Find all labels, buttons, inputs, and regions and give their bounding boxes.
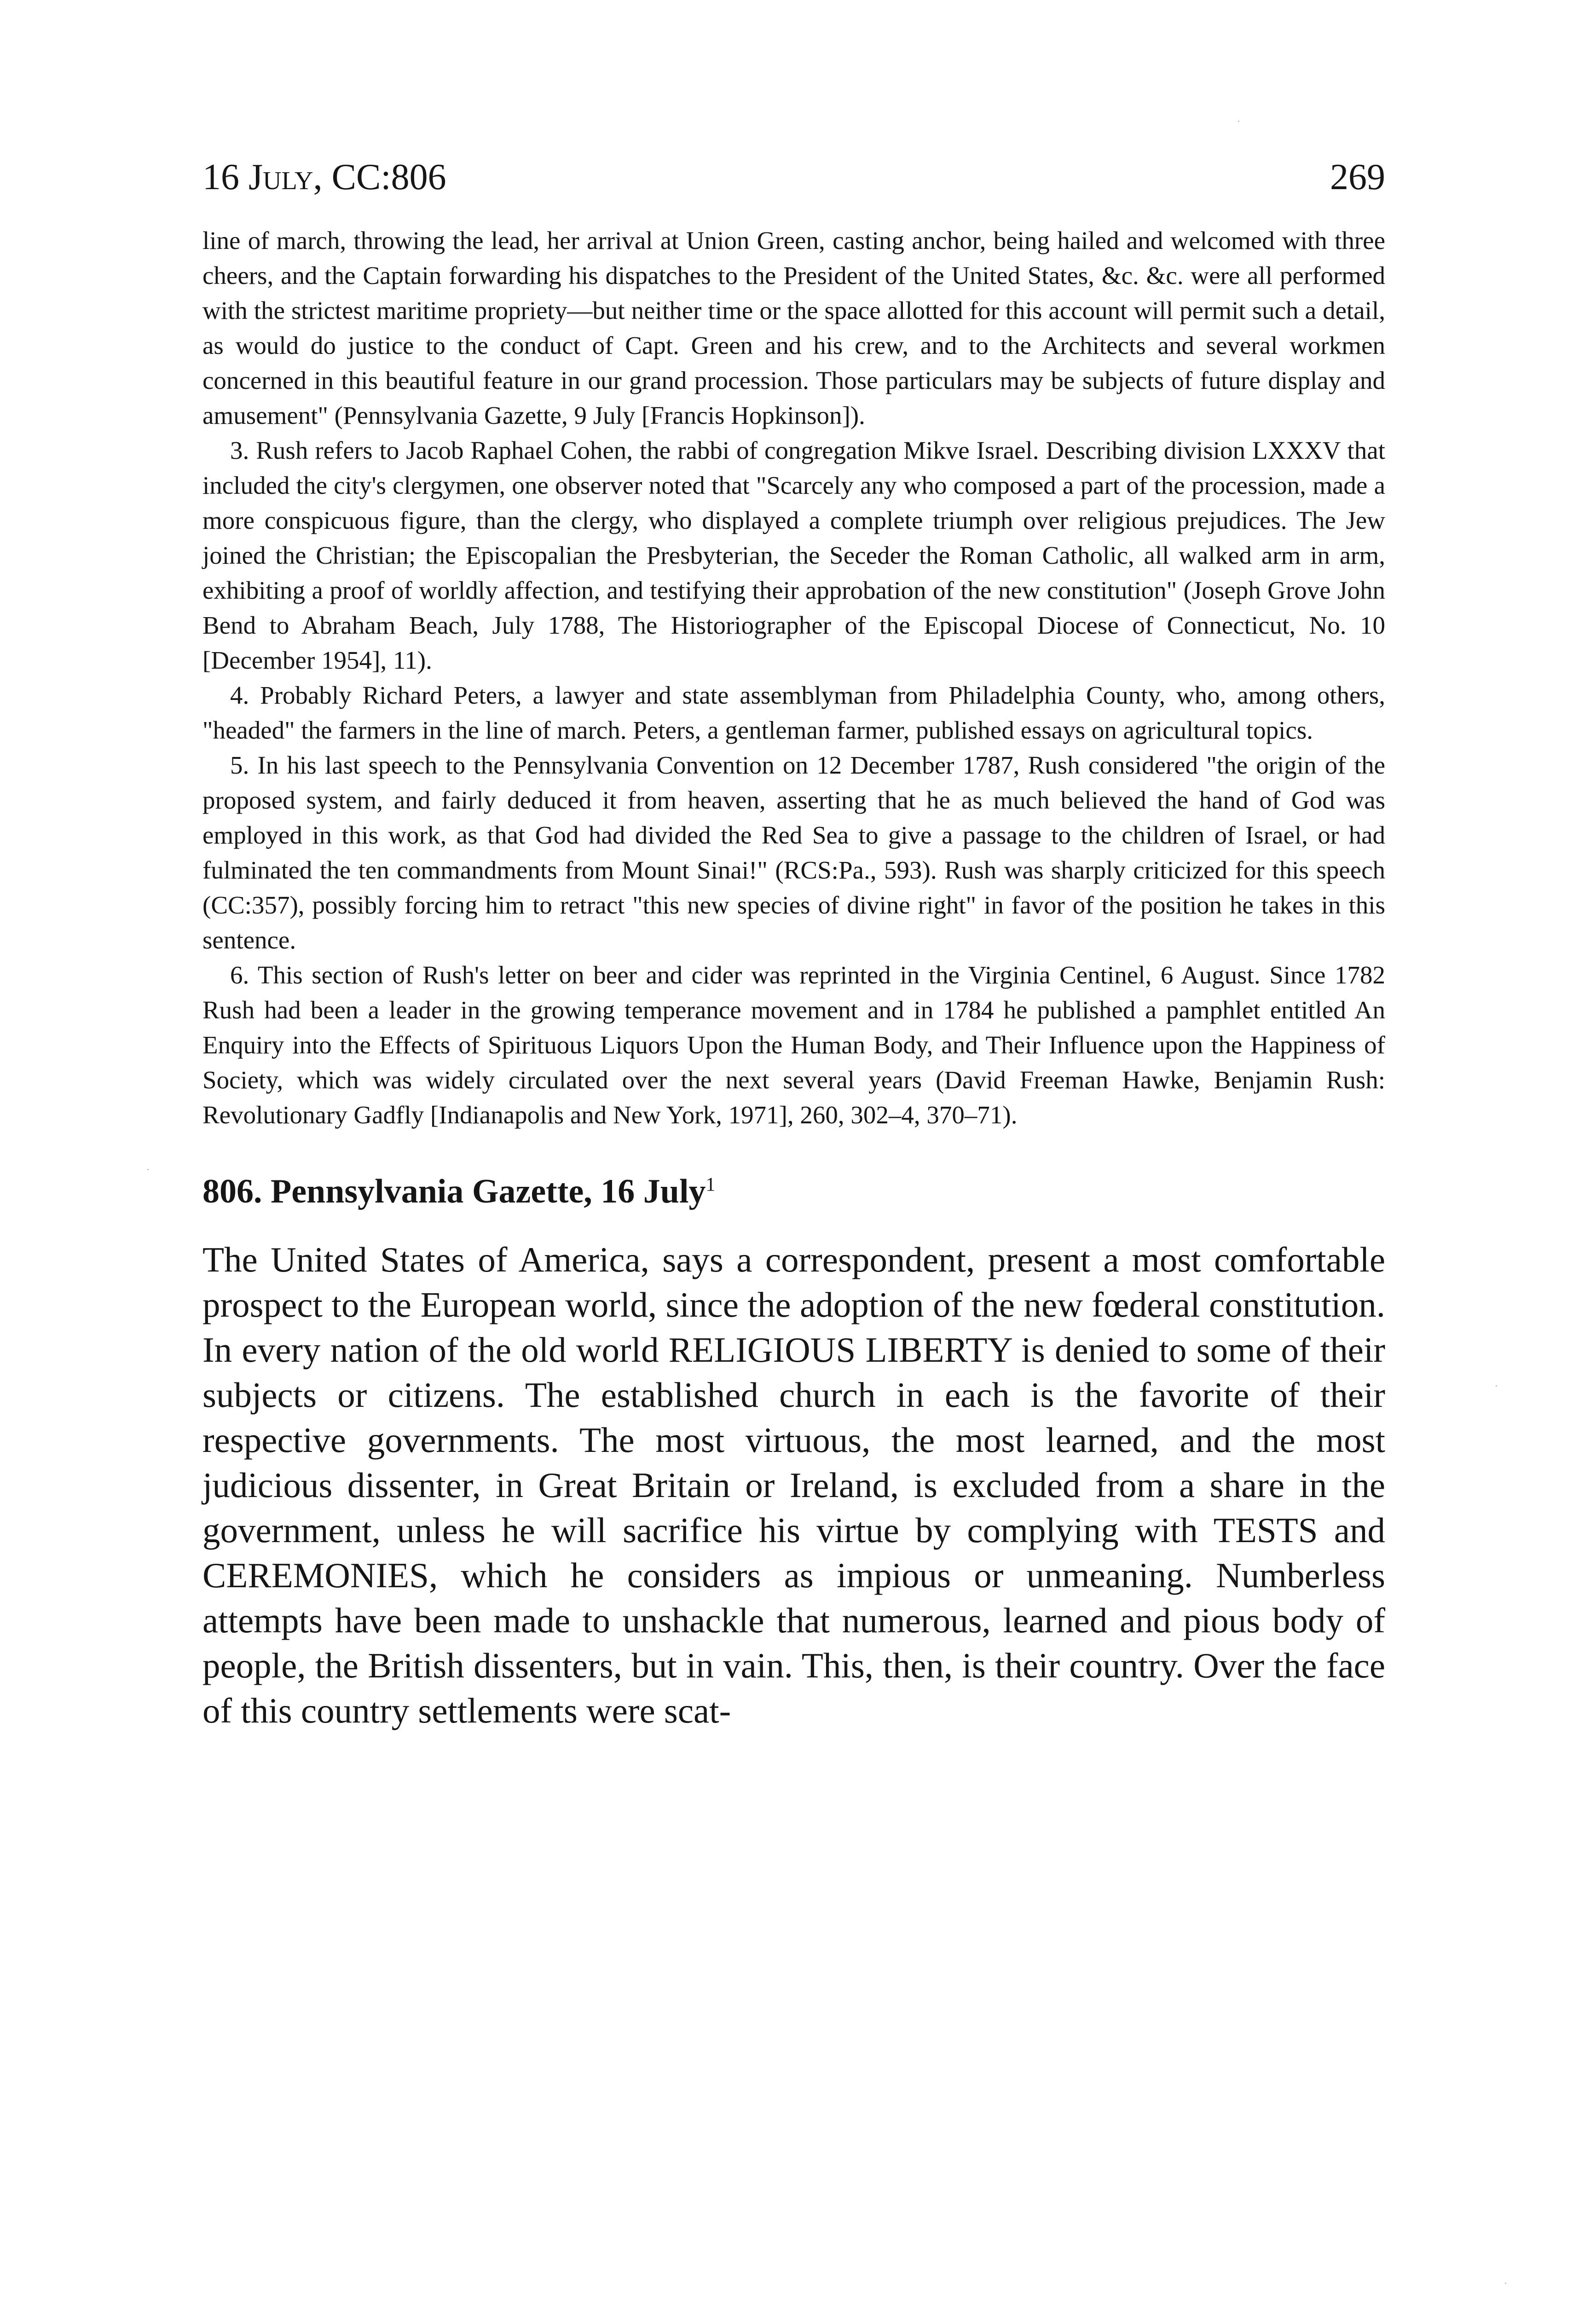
section-heading <box>202 1173 1385 1210</box>
footnotes <box>202 223 1385 1133</box>
body-paragraph: The United States of America, says a correspondent, present a most comfortable prospect to the European world, since the adoption of the new fœderal constitution. In every nation of the old world RELIGIOUS LIBERTY is denied to some of their subjects or citizens. The established church in each is the favorite of their respective governments. The most virtuous, the most learned, and the most judicious dissenter, in Great Britain or Ireland, is excluded from a share in the government, unless he will sacrifice his virtue by complying with TESTS and CEREMONIES, which he considers as impious or unmeaning. Numberless attempts have been made to unshackle that numerous, learned and pious body of people, the British dissenters, but in vain. This, then, is their country. Over the face of this country settlements were scat- <box>202 1240 1385 1731</box>
note-6: 6. This section of Rush's letter on beer and cider was reprinted in the Virginia Centinel, 6 August. Since 1782 Rush had been a leader in the growing temperance movement and in 1784 he published a pamphlet entitled An Enquiry into the Effects of Spirituous Liquors Upon the Human Body, and Their Influence upon the Happiness of Society, which was widely circulated over the next several years (David Freeman Hawke, Benjamin Rush: Revolutionary Gadfly [Indianapolis and New York, 1971], 260, 302–4, 370–71). <box>202 961 1385 1129</box>
note-5: 5. In his last speech to the Pennsylvania Convention on 12 December 1787, Rush considered "the origin of the proposed system, and fairly deduced it from heaven, asserting that he as much believed the hand of God was employed in this work, as that God had divided the Red Sea to give a passage to the children of Israel, or had fulminated the ten commandments from Mount Sinai!" (RCS:Pa., 593). Rush was sharply criticized for this speech (CC:357), possibly forcing him to retract "this new species of divine right" in favor of the position he takes in this sentence. <box>202 751 1385 954</box>
note-continuation: line of march, throwing the lead, her arrival at Union Green, casting anchor, being hailed and welcomed with three cheers, and the Captain forwarding his dispatches to the President of the United States, &c. &c. were all performed with the strictest maritime propriety—but neither time or the space allotted for this account will permit such a detail, as would do justice to the conduct of Capt. Green and his crew, and to the Architects and several workmen concerned in this beautiful feature in our grand procession. Those particulars may be subjects of future display and amusement" (Pennsylvania Gazette, 9 July [Francis Hopkinson]). <box>202 226 1385 429</box>
scan-speck <box>1238 121 1239 122</box>
note-4: 4. Probably Richard Peters, a lawyer and state assemblyman from Philadelphia County, who, among others, "headed" the farmers in the line of march. Peters, a gentleman farmer, published essays on agricultural topics. <box>202 681 1385 744</box>
running-head-month: July <box>249 157 313 197</box>
running-head-date: 16 July, CC:806 <box>202 157 446 197</box>
scan-speck <box>1505 2283 1506 2284</box>
scan-speck <box>1496 1385 1497 1387</box>
note-3: 3. Rush refers to Jacob Raphael Cohen, the rabbi of congregation Mikve Israel. Describing division LXXXV that included the city's clergymen, one observer noted that "Scarcely any who composed a part of the procession, made a more conspicuous figure, than the clergy, who displayed a complete triumph over religious prejudices. The Jew joined the Christian; the Episcopalian the Presbyterian, the Seceder the Roman Catholic, all walked arm in arm, exhibiting a proof of worldly affection, and testifying their approbation of the new constitution" (Joseph Grove John Bend to Abraham Beach, July 1788, The Historiographer of the Episcopal Diocese of Connecticut, No. 10 [December 1954], 11). <box>202 436 1385 674</box>
scan-speck <box>147 1169 149 1170</box>
footnote-marker: 1 <box>705 1174 716 1196</box>
book-page <box>202 159 1385 1733</box>
section-title: 806. Pennsylvania Gazette, 16 July <box>202 1173 706 1210</box>
running-head <box>202 159 1385 223</box>
page-number: 269 <box>1330 157 1385 197</box>
document-body <box>202 1237 1385 1733</box>
